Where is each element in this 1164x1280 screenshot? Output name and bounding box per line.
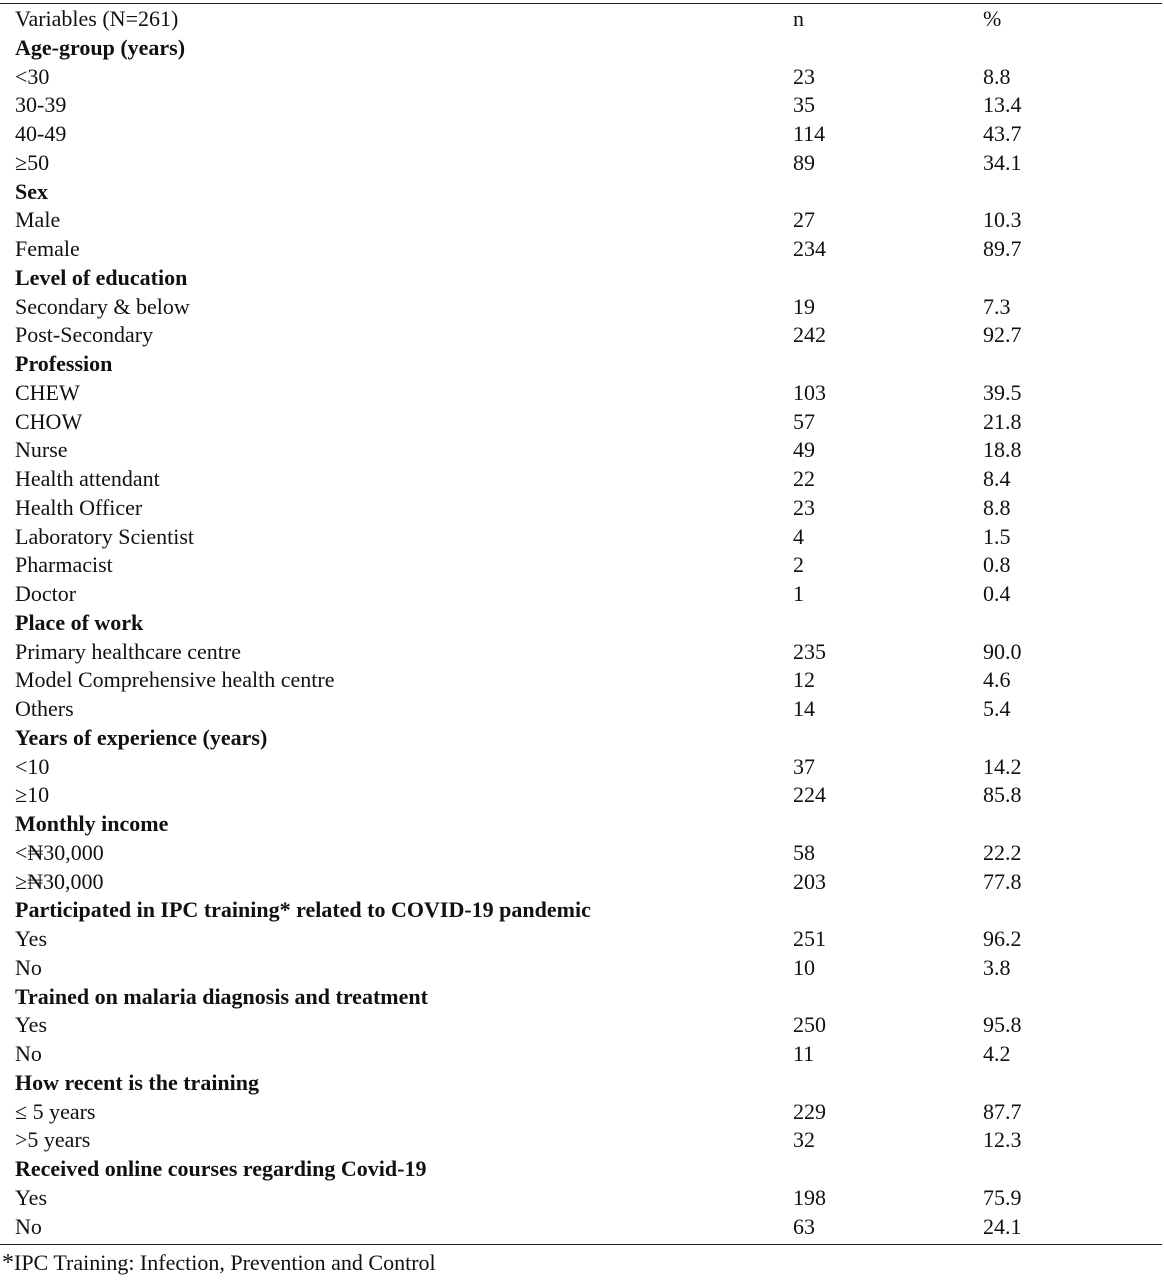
table-row [0,868,1164,897]
row-label: Yes [15,1012,48,1038]
row-n-value: 229 [793,1098,826,1124]
row-percent-value: 18.8 [983,437,1022,463]
row-percent-value: 75.9 [983,1184,1022,1210]
group-heading: Profession [15,351,113,376]
row-label: No [15,954,42,980]
table-row [0,1126,1164,1155]
group-heading-row [0,609,1164,638]
row-n-value: 58 [793,839,815,865]
row-n-value: 1 [793,581,804,606]
group-heading: Age-group (years) [15,34,186,60]
row-n-value: 32 [793,1127,815,1153]
row-label: >5 years [15,1127,91,1153]
row-label: <₦30,000 [15,839,104,865]
group-heading-row [0,810,1164,839]
row-percent-value: 8.8 [983,63,1011,89]
row-n-value: 242 [793,322,826,348]
row-label: No [15,1041,42,1066]
row-label: Doctor [15,581,77,606]
table-bottom-rule [0,1244,1162,1245]
row-n-value: 63 [793,1213,815,1239]
row-label: Pharmacist [15,552,113,578]
group-heading-row [0,983,1164,1012]
row-n-value: 235 [793,638,826,664]
header-n: n [793,6,804,31]
table-row [0,465,1164,494]
row-percent-value: 92.7 [983,322,1022,348]
header-variables: Variables (N=261) [15,6,179,31]
row-n-value: 23 [793,63,815,89]
row-n-value: 234 [793,236,826,261]
footnote-text: IPC Training: Infection, Prevention and Control [14,1250,436,1275]
row-n-value: 10 [793,954,815,980]
group-heading-row [0,264,1164,293]
row-percent-value: 96.2 [983,926,1022,951]
table-body [0,5,1164,1241]
row-n-value: 14 [793,696,815,721]
group-heading-row [0,724,1164,753]
table-row [0,206,1164,235]
table-row [0,1040,1164,1069]
row-percent-value: 95.8 [983,1012,1022,1038]
row-percent-value: 87.7 [983,1098,1022,1124]
row-n-value: 114 [793,121,826,146]
row-n-value: 12 [793,667,815,693]
table-row [0,91,1164,120]
group-heading-row [0,178,1164,207]
row-percent-value: 24.1 [983,1213,1022,1239]
group-heading: Participated in IPC training* related to COVID-19 pandemic [15,897,591,923]
row-label: Yes [15,1184,48,1210]
table-row [0,638,1164,667]
row-label: ≥10 [15,782,50,808]
row-percent-value: 21.8 [983,408,1022,434]
row-label: No [15,1213,42,1239]
row-n-value: 19 [793,293,815,319]
table-row [0,753,1164,782]
row-n-value: 57 [793,408,815,434]
row-label: ≤ 5 years [15,1098,96,1124]
table-row [0,379,1164,408]
table-row [0,408,1164,437]
group-heading: Trained on malaria diagnosis and treatment [15,983,428,1009]
row-percent-value: 7.3 [983,293,1011,319]
row-percent-value: 77.8 [983,868,1022,894]
row-label: CHEW [15,379,80,405]
table-row [0,1213,1164,1242]
row-n-value: 203 [793,868,826,894]
table-header-row [0,5,1164,34]
row-percent-value: 0.4 [983,581,1011,606]
row-percent-value: 8.4 [983,466,1011,491]
row-n-value: 89 [793,149,815,175]
table-row [0,523,1164,552]
row-label: Female [15,236,80,261]
row-n-value: 2 [793,552,804,578]
table-row [0,666,1164,695]
row-label: Nurse [15,437,68,463]
group-heading: Received online courses regarding Covid-19 [15,1156,427,1181]
row-percent-value: 8.8 [983,494,1011,520]
group-heading: Years of experience (years) [15,724,268,750]
group-heading: Sex [15,178,48,204]
header-percent: % [983,6,1002,31]
group-heading-row [0,896,1164,925]
row-n-value: 4 [793,523,804,549]
row-label: Health Officer [15,494,143,520]
row-n-value: 103 [793,379,826,405]
group-heading-row [0,350,1164,379]
row-label: Post-Secondary [15,322,154,348]
table-row [0,293,1164,322]
row-percent-value: 22.2 [983,839,1022,865]
row-percent-value: 39.5 [983,379,1022,405]
row-label: ≥50 [15,149,50,175]
row-percent-value: 14.2 [983,753,1022,779]
row-percent-value: 89.7 [983,236,1022,261]
row-n-value: 49 [793,437,815,463]
table-row [0,839,1164,868]
row-n-value: 250 [793,1012,826,1038]
group-heading: How recent is the training [15,1069,260,1095]
row-label: ≥₦30,000 [15,868,104,894]
row-percent-value: 3.8 [983,954,1011,980]
row-percent-value: 1.5 [983,523,1011,549]
row-percent-value: 10.3 [983,207,1022,233]
row-percent-value: 0.8 [983,552,1011,578]
table-row [0,63,1164,92]
row-label: 30-39 [15,92,67,118]
table-row [0,1098,1164,1127]
row-percent-value: 43.7 [983,121,1022,146]
row-n-value: 198 [793,1184,826,1210]
table-row [0,1011,1164,1040]
row-label: CHOW [15,408,83,434]
group-heading-row [0,34,1164,63]
row-percent-value: 12.3 [983,1127,1022,1153]
table-row [0,235,1164,264]
row-percent-value: 4.2 [983,1041,1011,1066]
row-label: Yes [15,926,48,951]
table-row [0,149,1164,178]
row-percent-value: 5.4 [983,696,1011,721]
row-label: Model Comprehensive health centre [15,667,335,693]
table-row [0,436,1164,465]
table-row [0,925,1164,954]
table-row [0,120,1164,149]
row-label: <10 [15,753,50,779]
row-n-value: 11 [793,1041,815,1066]
row-n-value: 37 [793,753,815,779]
group-heading: Place of work [15,609,144,635]
row-label: Primary healthcare centre [15,638,241,664]
table-row [0,1184,1164,1213]
row-n-value: 27 [793,207,815,233]
table-row [0,781,1164,810]
table-row [0,695,1164,724]
row-n-value: 35 [793,92,815,118]
row-label: 40-49 [15,121,67,146]
row-percent-value: 34.1 [983,149,1022,175]
table-top-rule [0,3,1162,4]
table-row [0,580,1164,609]
row-label: Others [15,696,74,721]
row-n-value: 23 [793,494,815,520]
group-heading-row [0,1155,1164,1184]
table-row [0,321,1164,350]
row-n-value: 224 [793,782,826,808]
table-row [0,954,1164,983]
table-row [0,551,1164,580]
row-label: <30 [15,63,50,89]
row-percent-value: 4.6 [983,667,1011,693]
group-heading: Monthly income [15,811,169,836]
table-row [0,494,1164,523]
row-percent-value: 85.8 [983,782,1022,808]
row-label: Secondary & below [15,293,190,319]
row-n-value: 251 [793,926,826,951]
row-percent-value: 13.4 [983,92,1022,118]
row-label: Male [15,207,61,233]
group-heading-row [0,1069,1164,1098]
row-n-value: 22 [793,466,815,491]
row-percent-value: 90.0 [983,638,1022,664]
row-label: Health attendant [15,466,160,491]
row-label: Laboratory Scientist [15,523,195,549]
footnote-asterisk: * [2,1250,14,1276]
table-footnote [2,1248,436,1278]
group-heading: Level of education [15,264,188,290]
